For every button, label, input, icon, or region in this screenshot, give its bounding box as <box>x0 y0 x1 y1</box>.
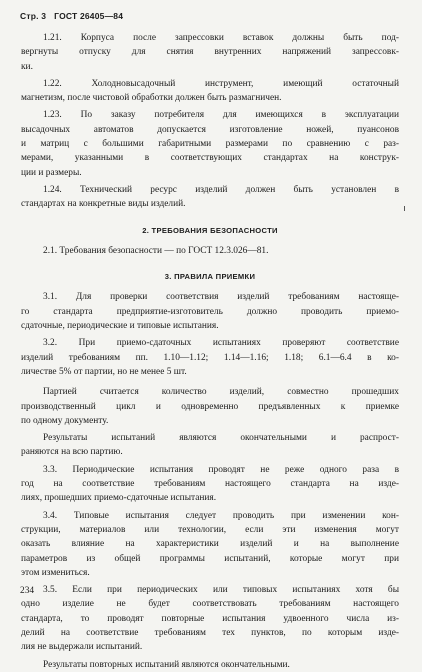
page-label: Стр. 3 <box>20 11 47 21</box>
text-line: Результаты испытаний являются окончательными и распрост- <box>43 433 399 444</box>
text-line: оказать влияние на характеристики изделий и на выполнение <box>21 539 399 550</box>
text-line: струкции, материалов или технологии, если эти изменения могут <box>21 524 399 535</box>
text-line: 3.5. Если при периодических или типовых испытаниях хотя бы <box>43 585 399 596</box>
section-title: 2. ТРЕБОВАНИЯ БЕЗОПАСНОСТИ <box>142 225 278 235</box>
text-line: раняются на всю партию. <box>21 447 123 458</box>
paragraph <box>21 431 399 460</box>
text-line: 3.1. Для проверки соответствия изделий требованиям настояще- <box>43 292 399 303</box>
text-line: одно изделие не будет соответствовать требованиям настоящего <box>21 599 399 610</box>
text-line: 1.21. Корпуса после запрессовки вставок должны быть под- <box>43 33 399 43</box>
text-line: ции и размеры. <box>21 167 82 178</box>
text-line: делий на соответствие требованиям тех пунктов, по которым изде- <box>21 627 399 638</box>
text-line: мерами, указанными в соответствующих стандартах на конструк- <box>21 153 399 164</box>
paragraph <box>21 583 399 654</box>
paragraph <box>21 336 399 379</box>
text-line: вергнуты отпуску для снятия внутренних напряжений запрессовк- <box>21 47 399 58</box>
text-line: 3.3. Периодические испытания проводят не реже одного раза в <box>43 464 399 475</box>
document-body <box>21 31 399 672</box>
text-line: 1.22. Холодновысадочный инструмент, имеющий остаточный <box>43 78 399 89</box>
section-title: 3. ПРАВИЛА ПРИЕМКИ <box>164 272 256 282</box>
paragraph <box>21 31 399 74</box>
text-line: личестве 5% от партии, но не менее 5 шт. <box>21 366 187 377</box>
text-line: Партией считается количество изделий, совместно прошедших <box>43 387 399 398</box>
text-line: параметров из общей программы испытаний, которые могут при <box>21 553 399 564</box>
text-line: изделий требованиям пп. 1.10—1.12; 1.14—1.16; 1.18; 6.1—6.4 в ко- <box>21 352 399 363</box>
text-line: сдаточные, периодические и типовые испытания. <box>21 321 219 332</box>
text-line: по одному документу. <box>21 415 109 426</box>
scan-mark <box>404 206 405 211</box>
text-line: 2.1. Требования безопасности — по ГОСТ 12.3.026—81. <box>43 245 269 256</box>
paragraph <box>21 77 399 106</box>
paragraph <box>21 290 399 333</box>
paragraph <box>21 385 399 428</box>
paragraph <box>21 244 399 258</box>
text-line: и матриц с большими габаритными размерами по сравнению с раз- <box>21 139 399 150</box>
text-line: стандартах на конкретные виды изделий. <box>21 199 186 210</box>
text-line: год на соответствие требованиям настоящего стандарта на изде- <box>21 479 399 490</box>
paragraph <box>21 183 399 212</box>
text-line: 3.4. Типовые испытания следует проводить при изменении кон- <box>43 510 399 521</box>
text-line: лия не выдержали испытаний. <box>21 642 143 653</box>
text-line: этом измениться. <box>21 567 90 578</box>
text-line: магнетизм, после чистовой обработки должен быть размагничен. <box>21 93 282 104</box>
text-line: высадочных автоматов допускается изготовление ножей, пуансонов <box>21 124 399 135</box>
text-line: ки. <box>21 61 33 72</box>
text-line: 1.23. По заказу потребителя для имеющихся в эксплуатации <box>43 110 399 121</box>
text-line: Результаты повторных испытаний являются окончательными. <box>43 659 290 670</box>
text-line: 3.2. При приемо-сдаточных испытаниях проверяют соответствие <box>43 338 399 349</box>
running-header <box>20 11 123 21</box>
paragraph <box>21 509 399 580</box>
page-number: 234 <box>20 586 35 596</box>
paragraph <box>21 658 399 672</box>
standard-code: ГОСТ 26405—84 <box>54 11 124 21</box>
text-line: 1.24. Технический ресурс изделий должен быть установлен в <box>43 184 399 195</box>
paragraph <box>21 463 399 506</box>
paragraph <box>21 108 399 179</box>
text-line: го стандарта предприятие-изготовитель должно проводить приемо- <box>21 306 399 317</box>
text-line: лиях, прошедших приемо-сдаточные испытания. <box>21 493 217 504</box>
text-line: стандарта, то проводят повторные испытания удвоенного числа из- <box>21 613 399 624</box>
text-line: производственный цикл и одновременно предъявленных к приемке <box>21 401 399 412</box>
